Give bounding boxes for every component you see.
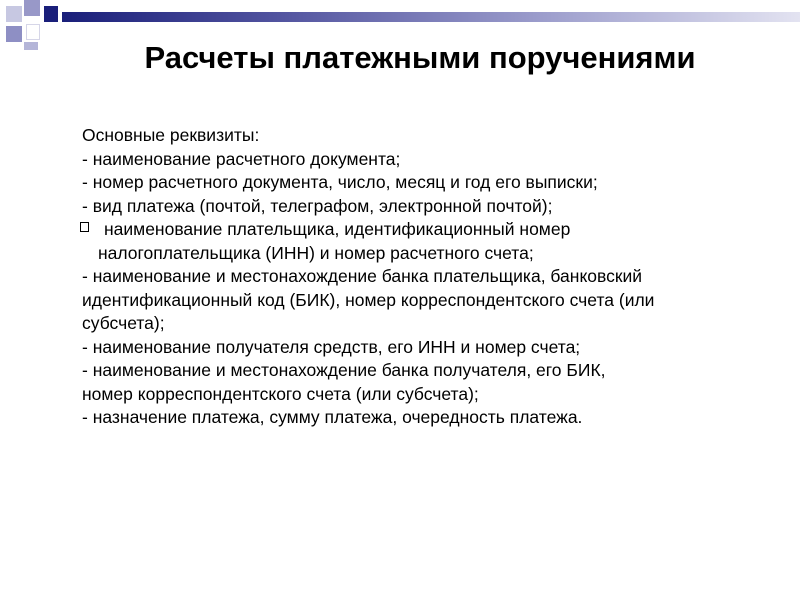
body-line: - номер расчетного документа, число, месяц и год его выписки; xyxy=(82,172,598,192)
slide-title: Расчеты платежными поручениями xyxy=(144,40,696,75)
intro-line: Основные реквизиты: xyxy=(82,125,260,145)
bullet-line: наименование плательщика, идентификационный номер xyxy=(104,219,571,239)
decor-square xyxy=(44,6,58,22)
body-line: - наименование получателя средств, его ИНН и номер счета; xyxy=(82,336,581,357)
decor-gradient-bar xyxy=(62,12,800,22)
square-bullet-icon xyxy=(80,222,89,232)
body-line: субсчета); xyxy=(82,313,165,333)
decor-square xyxy=(26,24,40,40)
body-line: номер корреспондентского счета (или субсчета); xyxy=(82,383,479,404)
body-line: - наименование и местонахождение банка получателя, его БИК, xyxy=(82,360,606,380)
body-line: - вид платежа (почтой, телеграфом, электронной почтой); xyxy=(82,195,553,216)
bullet-item xyxy=(82,218,742,265)
decor-square xyxy=(6,6,22,22)
slide-body xyxy=(82,124,742,430)
body-line: - наименование расчетного документа; xyxy=(82,148,401,169)
decor-square xyxy=(24,0,40,16)
body-line: идентификационный код (БИК), номер корреспондентского счета (или xyxy=(82,289,655,310)
body-line: - назначение платежа, сумму платежа, очередность платежа. xyxy=(82,407,583,427)
bullet-line: налогоплательщика (ИНН) и номер расчетного счета; xyxy=(98,242,534,263)
body-line: - наименование и местонахождение банка плательщика, банковский xyxy=(82,266,643,286)
